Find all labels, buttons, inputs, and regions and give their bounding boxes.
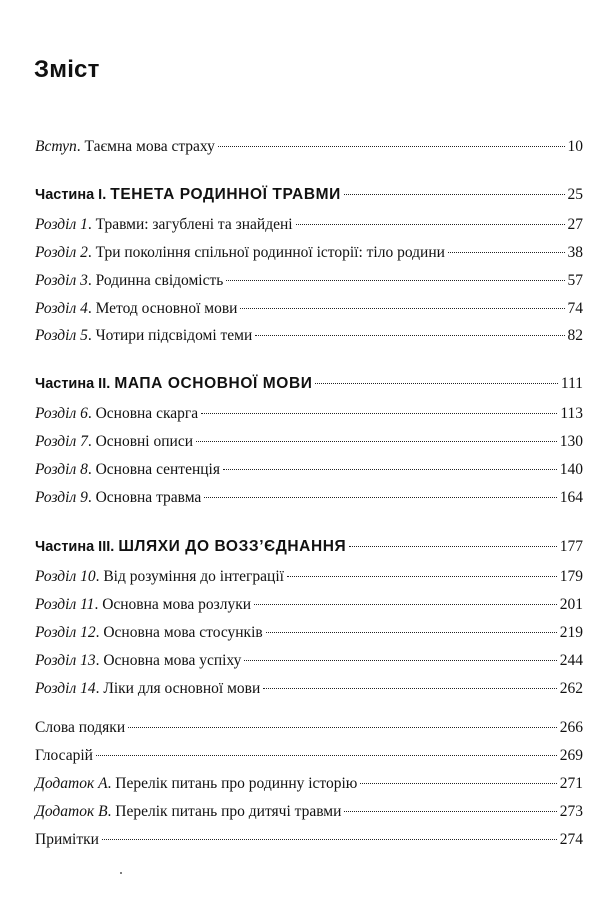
entry-page-number: 27 (567, 216, 583, 233)
dot-leader (360, 782, 556, 784)
toc-entry-chapter-3[interactable]: Розділ 3 . Родинна свідомість 57 (35, 270, 583, 292)
entry-page-number: 274 (559, 831, 583, 848)
entry-title: Перелік питань про родинну історію (115, 775, 358, 792)
part-page-number: 177 (559, 538, 583, 555)
entry-label: Розділ 8 (35, 461, 88, 478)
entry-title: Слова подяки (35, 719, 126, 736)
toc-part-2[interactable] (35, 373, 583, 395)
entry-title: Основна сентенція (95, 461, 220, 478)
toc-entry-chapter-1[interactable]: Розділ 1 . Травми: загублені та знайдені 27 (35, 214, 583, 236)
toc-entry-chapter-4[interactable]: Розділ 4 . Метод основної мови 74 (35, 298, 583, 320)
toc-entry-chapter-5[interactable]: Розділ 5 . Чотири підсвідомі теми 82 (35, 325, 583, 347)
dot-leader (201, 412, 557, 414)
entry-page-number: 10 (567, 138, 583, 155)
entry-title: Перелік питань про дитячі травми (115, 803, 342, 820)
part-page-number: 25 (567, 186, 583, 203)
entry-page-number: 164 (559, 489, 583, 506)
entry-label: Розділ 2 (35, 244, 88, 261)
entry-label: Розділ 14 (35, 680, 96, 697)
page-title: Зміст (34, 56, 100, 83)
entry-title: Основна мова успіху (103, 652, 242, 669)
dot-leader (218, 145, 565, 147)
dot-leader (296, 223, 565, 225)
table-of-contents (35, 0, 583, 906)
entry-page-number: 244 (559, 652, 583, 669)
entry-title: Основна скарга (95, 405, 199, 422)
toc-entry-intro[interactable]: Вступ . Таємна мова страху 10 (35, 136, 583, 158)
entry-label: Розділ 3 (35, 272, 88, 289)
dot-leader (349, 545, 556, 547)
entry-title: Родинна свідомість (95, 272, 224, 289)
dot-leader (102, 838, 557, 840)
entry-page-number: 140 (559, 461, 583, 478)
toc-entry-chapter-13[interactable]: Розділ 13 . Основна мова успіху 244 (35, 650, 583, 672)
dot-leader (204, 496, 556, 498)
toc-entry-chapter-12[interactable]: Розділ 12 . Основна мова стосунків 219 (35, 622, 583, 644)
dot-leader (287, 575, 557, 577)
scan-speck (120, 872, 122, 874)
entry-label: Розділ 13 (35, 652, 96, 669)
entry-label: Розділ 7 (35, 433, 88, 450)
dot-leader (315, 382, 557, 384)
entry-page-number: 113 (560, 405, 583, 422)
entry-title: Травми: загублені та знайдені (95, 216, 293, 233)
dot-leader (344, 810, 556, 812)
dot-leader (196, 440, 557, 442)
entry-title: Основна мова стосунків (103, 624, 263, 641)
entry-page-number: 82 (567, 327, 583, 344)
entry-title: Глосарій (35, 747, 93, 764)
dot-leader (344, 193, 565, 195)
entry-page-number: 271 (559, 775, 583, 792)
dot-leader (255, 334, 564, 336)
part-heading: Частина III. (35, 539, 115, 555)
entry-label: Додаток В (35, 803, 108, 820)
entry-page-number: 74 (567, 300, 583, 317)
entry-label: Розділ 5 (35, 327, 88, 344)
entry-label: Вступ (35, 138, 77, 155)
entry-title: Чотири підсвідомі теми (95, 327, 253, 344)
entry-title: Ліки для основної мови (103, 680, 261, 697)
toc-entry-chapter-9[interactable]: Розділ 9 . Основна травма 164 (35, 487, 583, 509)
entry-title: Основні описи (95, 433, 194, 450)
toc-part-3[interactable] (35, 536, 583, 558)
entry-page-number: 269 (559, 747, 583, 764)
entry-title: Основна травма (95, 489, 202, 506)
entry-title: Три покоління спільної родинної історії: тіло родини (95, 244, 445, 261)
toc-entry-chapter-10[interactable]: Розділ 10 . Від розуміння до інтеграції 179 (35, 566, 583, 588)
toc-entry-chapter-14[interactable]: Розділ 14 . Ліки для основної мови 262 (35, 678, 583, 700)
toc-entry-acknowledgements[interactable] (35, 717, 583, 739)
dot-leader (128, 726, 557, 728)
part-title: ШЛЯХИ ДО ВОЗЗ’ЄДНАННЯ (118, 538, 347, 555)
entry-label: Розділ 12 (35, 624, 96, 641)
part-title: ТЕНЕТА РОДИННОЇ ТРАВМИ (110, 186, 341, 203)
dot-leader (448, 251, 565, 253)
entry-label: Розділ 6 (35, 405, 88, 422)
entry-page-number: 130 (559, 433, 583, 450)
part-page-number: 111 (560, 375, 583, 392)
entry-label: Розділ 9 (35, 489, 88, 506)
dot-leader (244, 659, 556, 661)
entry-title: Від розуміння до інтеграції (103, 568, 284, 585)
part-heading: Частина II. (35, 376, 111, 392)
entry-title: Основна мова розлуки (102, 596, 252, 613)
entry-label: Розділ 1 (35, 216, 88, 233)
entry-page-number: 179 (559, 568, 583, 585)
entry-label: Розділ 11 (35, 596, 95, 613)
toc-entry-chapter-7[interactable]: Розділ 7 . Основні описи 130 (35, 431, 583, 453)
toc-entry-glossary[interactable] (35, 745, 583, 767)
toc-entry-chapter-2[interactable]: Розділ 2 . Три покоління спільної родинної історії: тіло родини 38 (35, 242, 583, 264)
entry-page-number: 219 (559, 624, 583, 641)
entry-page-number: 57 (567, 272, 583, 289)
entry-title: Метод основної мови (95, 300, 238, 317)
entry-label: Розділ 4 (35, 300, 88, 317)
toc-entry-notes[interactable] (35, 829, 583, 851)
dot-leader (266, 631, 557, 633)
part-title: МАПА ОСНОВНОЇ МОВИ (114, 375, 313, 392)
dot-leader (223, 468, 557, 470)
dot-leader (254, 603, 557, 605)
dot-leader (240, 307, 564, 309)
entry-label: Додаток А (35, 775, 108, 792)
toc-part-1[interactable] (35, 184, 583, 206)
toc-entry-chapter-6[interactable]: Розділ 6 . Основна скарга 113 (35, 403, 583, 425)
toc-entry-chapter-8[interactable]: Розділ 8 . Основна сентенція 140 (35, 459, 583, 481)
toc-entry-appendix-b[interactable]: Додаток В . Перелік питань про дитячі травми 273 (35, 801, 583, 823)
part-heading: Частина I. (35, 187, 107, 203)
entry-label: Розділ 10 (35, 568, 96, 585)
dot-leader (226, 279, 564, 281)
entry-page-number: 201 (559, 596, 583, 613)
entry-page-number: 273 (559, 803, 583, 820)
entry-title: Таємна мова страху (84, 138, 215, 155)
entry-page-number: 38 (567, 244, 583, 261)
entry-page-number: 266 (559, 719, 583, 736)
entry-page-number: 262 (559, 680, 583, 697)
entry-title: Примітки (35, 831, 99, 848)
dot-leader (96, 754, 557, 756)
dot-leader (263, 687, 556, 689)
toc-entry-chapter-11[interactable]: Розділ 11 . Основна мова розлуки 201 (35, 594, 583, 616)
toc-entry-appendix-a[interactable]: Додаток А . Перелік питань про родинну історію 271 (35, 773, 583, 795)
